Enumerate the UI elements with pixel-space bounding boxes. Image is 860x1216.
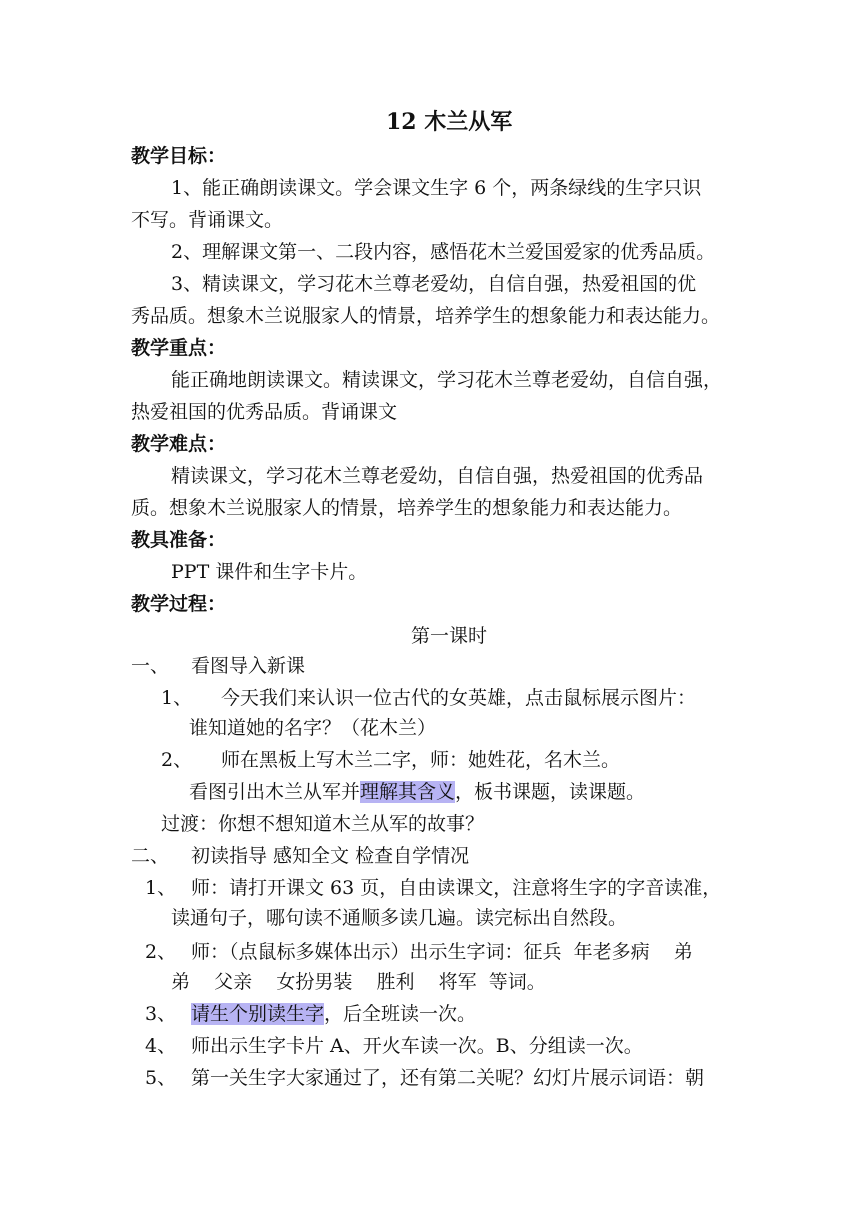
lesson-label: 第一课时 bbox=[411, 625, 488, 647]
s2-item-4-number: 4、 bbox=[145, 1035, 177, 1057]
key-points-heading: 教学重点： bbox=[131, 337, 227, 359]
s2-item-3-end: ，后全班读一次。 bbox=[324, 1003, 477, 1025]
s2-item-4-text: 师出示生字卡片 A、开火车读一次。B、分组读一次。 bbox=[191, 1035, 643, 1057]
page-title: 12 木兰从军 bbox=[386, 109, 513, 135]
difficulty-text-cont: 质。想象木兰说服家人的情景，培养学生的想象能力和表达能力。 bbox=[131, 497, 683, 519]
s1-paragraph-end: ，板书课题，读课题。 bbox=[455, 781, 646, 803]
transition-text: 过渡：你想不想知道木兰从军的故事？ bbox=[161, 813, 485, 835]
key-points-text: 能正确地朗读课文。精读课文，学习花木兰尊老爱幼，自信自强， bbox=[171, 369, 723, 391]
goal-item-2: 2、理解课文第一、二段内容，感悟花木兰爱国爱家的优秀品质。 bbox=[171, 241, 716, 263]
s1-paragraph-start: 看图引出木兰从军并 bbox=[189, 781, 361, 803]
s2-item-1-text-cont: 读通句子，哪句读不通顺多读几遍。读完标出自然段。 bbox=[171, 907, 628, 929]
s1-item-1-number: 1、 bbox=[161, 687, 193, 709]
s2-item-2-text: 师：（点鼠标多媒体出示）出示生字词：征兵 年老多病 弟 bbox=[191, 941, 693, 963]
s2-item-1-text: 师：请打开课文 63 页，自由读课文，注意将生字的字音读准， bbox=[191, 877, 722, 899]
s1-item-1-text-cont: 谁知道她的名字？（花木兰） bbox=[189, 717, 437, 739]
s1-paragraph bbox=[189, 778, 645, 806]
tools-text: PPT 课件和生字卡片。 bbox=[171, 561, 368, 583]
highlighted-text: 请生个别读生字 bbox=[191, 1003, 325, 1025]
process-heading: 教学过程： bbox=[131, 593, 227, 615]
s1-item-2-number: 2、 bbox=[161, 749, 193, 771]
key-points-text-cont: 热爱祖国的优秀品质。背诵课文 bbox=[131, 401, 398, 423]
goal-item-3: 3、精读课文，学习花木兰尊老爱幼，自信自强，热爱祖国的优 bbox=[171, 273, 697, 295]
s2-item-5-number: 5、 bbox=[145, 1067, 177, 1089]
s2-item-2-text-cont: 弟 父亲 女扮男装 胜利 将军 等词。 bbox=[171, 971, 546, 993]
s2-item-3-number: 3、 bbox=[145, 1003, 177, 1025]
difficulty-heading: 教学难点： bbox=[131, 433, 227, 455]
s2-item-3-text bbox=[191, 1000, 476, 1028]
s1-item-1-text: 今天我们来认识一位古代的女英雄，点击鼠标展示图片： bbox=[221, 687, 697, 709]
s2-item-1-number: 1、 bbox=[145, 877, 177, 899]
goals-heading: 教学目标： bbox=[131, 145, 227, 167]
section-1-title: 看图导入新课 bbox=[191, 655, 306, 677]
s1-item-2-text: 师在黑板上写木兰二字，师：她姓花，名木兰。 bbox=[221, 749, 621, 771]
section-2-number: 二、 bbox=[131, 845, 170, 867]
goal-item-1: 1、能正确朗读课文。学会课文生字 6 个，两条绿线的生字只识 bbox=[171, 177, 702, 199]
s2-item-2-number: 2、 bbox=[145, 941, 177, 963]
tools-heading: 教具准备： bbox=[131, 529, 227, 551]
goal-item-1-cont: 不写。背诵课文。 bbox=[131, 209, 284, 231]
s2-item-5-text: 第一关生字大家通过了，还有第二关呢？幻灯片展示词语：朝 bbox=[191, 1067, 705, 1089]
section-1-number: 一、 bbox=[131, 655, 170, 677]
difficulty-text: 精读课文，学习花木兰尊老爱幼，自信自强，热爱祖国的优秀品 bbox=[171, 465, 704, 487]
highlighted-text: 理解其含义 bbox=[360, 781, 456, 803]
goal-item-3-cont: 秀品质。想象木兰说服家人的情景，培养学生的想象能力和表达能力。 bbox=[131, 305, 721, 327]
section-2-title: 初读指导 感知全文 检查自学情况 bbox=[191, 845, 470, 867]
